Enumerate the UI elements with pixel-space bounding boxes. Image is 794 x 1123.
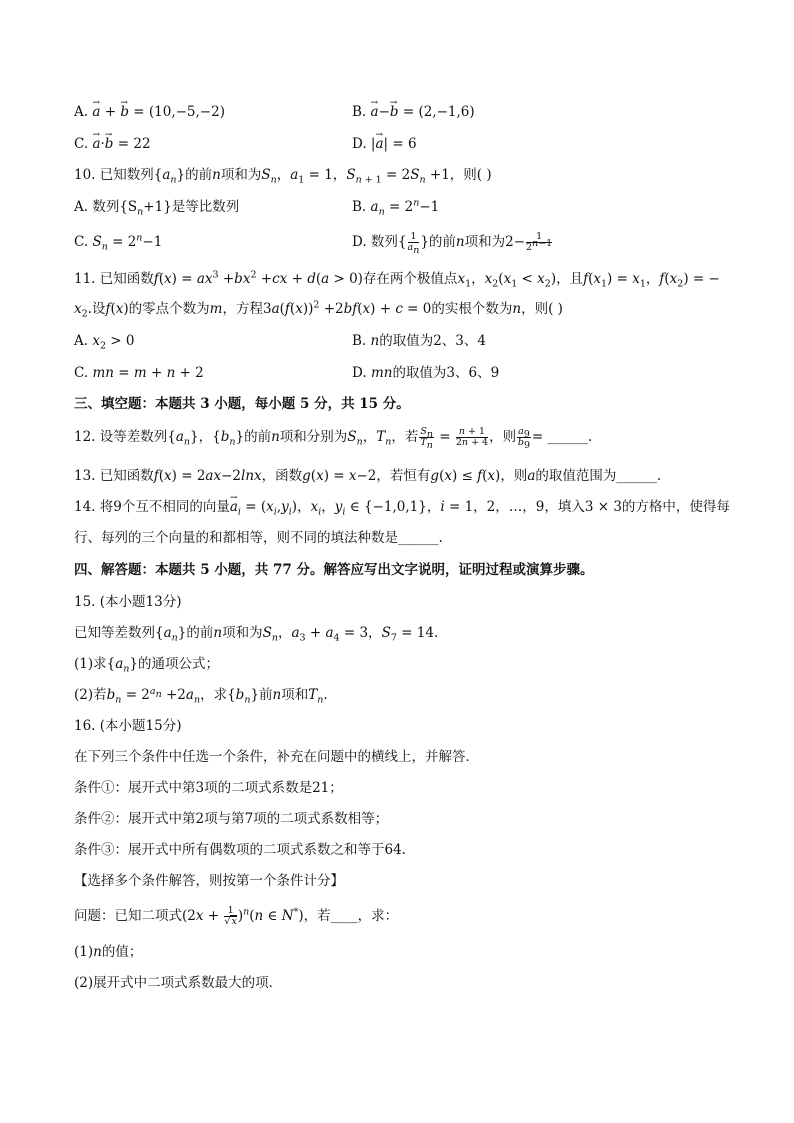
q10-option-b: B. $a_n = 2^n-1$ bbox=[352, 197, 440, 218]
q10-stem: 10. 已知数列$\{a_n\}$的前n项和为$S_n$，$a_1 = 1$，$S_{n + 1} = 2S_n +1$，则( ) bbox=[74, 167, 492, 186]
q16-heading: 16. (本小题15分) bbox=[74, 718, 182, 734]
section-3-title: 三、填空题：本题共 3 小题，每小题 5 分，共 15 分。 bbox=[74, 396, 410, 412]
q14-stem-line1: 14. 将9个互不相同的向量→ $a_i = (x_i,y_i)$，$x_i$，$y_i$ ∈ {−1,0,1}，i = 1，2，…，9，填入3 × 3的方格中，使得每 bbox=[74, 497, 730, 517]
q11-option-b: B. n的取值为2、3、4 bbox=[352, 333, 486, 349]
q15-stem: 已知等差数列$\{a_n\}$的前n项和为$S_n$，$a_3 + a_4 = 3$，$S_7 = 14$. bbox=[74, 625, 439, 644]
q13-stem: 13. 已知函数f(x) = 2ax−2lnx，函数g(x) = x−2，若恒有g(x) ≤ f(x)，则a的取值范围为______. bbox=[74, 468, 662, 484]
q11-option-d: D. mn的取值为3、6、9 bbox=[352, 365, 500, 381]
q9-option-c: C. → a·→ b = 22 bbox=[74, 134, 151, 154]
q16-part-1: (1)n的值； bbox=[74, 944, 143, 960]
q15-heading: 15. (本小题13分) bbox=[74, 594, 182, 610]
q9-option-d: D. |→ a| = 6 bbox=[352, 134, 417, 154]
q16-condition-2: 条件②：展开式中第2项与第7项的二项式系数相等； bbox=[74, 811, 389, 827]
q15-part-2: (2)若$b_n = 2^{a_n} +2a_n$，求$\{b_n\}$前n项和$T_n$. bbox=[74, 685, 328, 706]
q16-note: 【选择多个条件解答，则按第一个条件计分】 bbox=[74, 873, 344, 889]
q16-intro: 在下列三个条件中任选一个条件，补充在问题中的横线上，并解答． bbox=[74, 749, 479, 765]
q16-condition-1: 条件①：展开式中第3项的二项式系数是21； bbox=[74, 780, 343, 796]
q11-stem-line1: 11. 已知函数$f(x) = ax^3 +bx^2 +cx + d(a > 0)$存在两个极值点$x_1$，$x_2(x_1 < x_2)$，且$f(x_1) = x_1$，$f(x_2)$ = − bbox=[74, 269, 720, 290]
q15-part-1: (1)求$\{a_n\}$的通项公式； bbox=[74, 656, 219, 675]
q16-condition-3: 条件③：展开式中所有偶数项的二项式系数之和等于64. bbox=[74, 842, 406, 858]
q10-option-a: A. 数列$\{S_n+1\}$是等比数列 bbox=[74, 199, 240, 218]
q16-problem: 问题：已知二项式(2x + $\frac{1}{√x}$ )$^n$(n ∈ N*)，若____，求： bbox=[74, 905, 399, 927]
section-4-title: 四、解答题：本题共 5 小题，共 77 分。解答应写出文字说明，证明过程或演算步骤。 bbox=[74, 562, 594, 578]
q11-option-a: A. $x_2 > 0$ bbox=[74, 333, 135, 352]
q12-stem: 12. 设等差数列$\{a_n\}$，$\{b_n\}$的前n项和分别为$S_n$，$T_n$，若 $\frac{S_n}{T_n}$ = $\frac{n + 1}{2n + 4}$ ，则 $\frac{a_9}{b_9}$ = ______. bbox=[74, 426, 593, 451]
q10-option-c: C. $S_n = 2^n-1$ bbox=[74, 232, 163, 253]
q14-stem-line2: 行、每列的三个向量的和都相等，则不同的填法种数是______. bbox=[74, 530, 443, 546]
q9-option-a: A. → a + → b = (10,−5,−2) bbox=[74, 102, 225, 122]
q10-option-d: D. 数列{ $\frac{1}{a_n}$ }的前n项和为2− $\frac{1}{2^{n-1}}$ bbox=[352, 231, 553, 256]
q16-part-2: (2)展开式中二项式系数最大的项． bbox=[74, 975, 283, 991]
q11-option-c: C. mn = m + n + 2 bbox=[74, 365, 204, 381]
q11-stem-line2: $x_2$.设f(x)的零点个数为m，方程$3a(f(x))^2 +2bf(x) + c = 0$的实根个数为n，则( ) bbox=[74, 299, 563, 320]
q9-option-b: B. → a−→ b = (2,−1,6) bbox=[352, 102, 475, 122]
